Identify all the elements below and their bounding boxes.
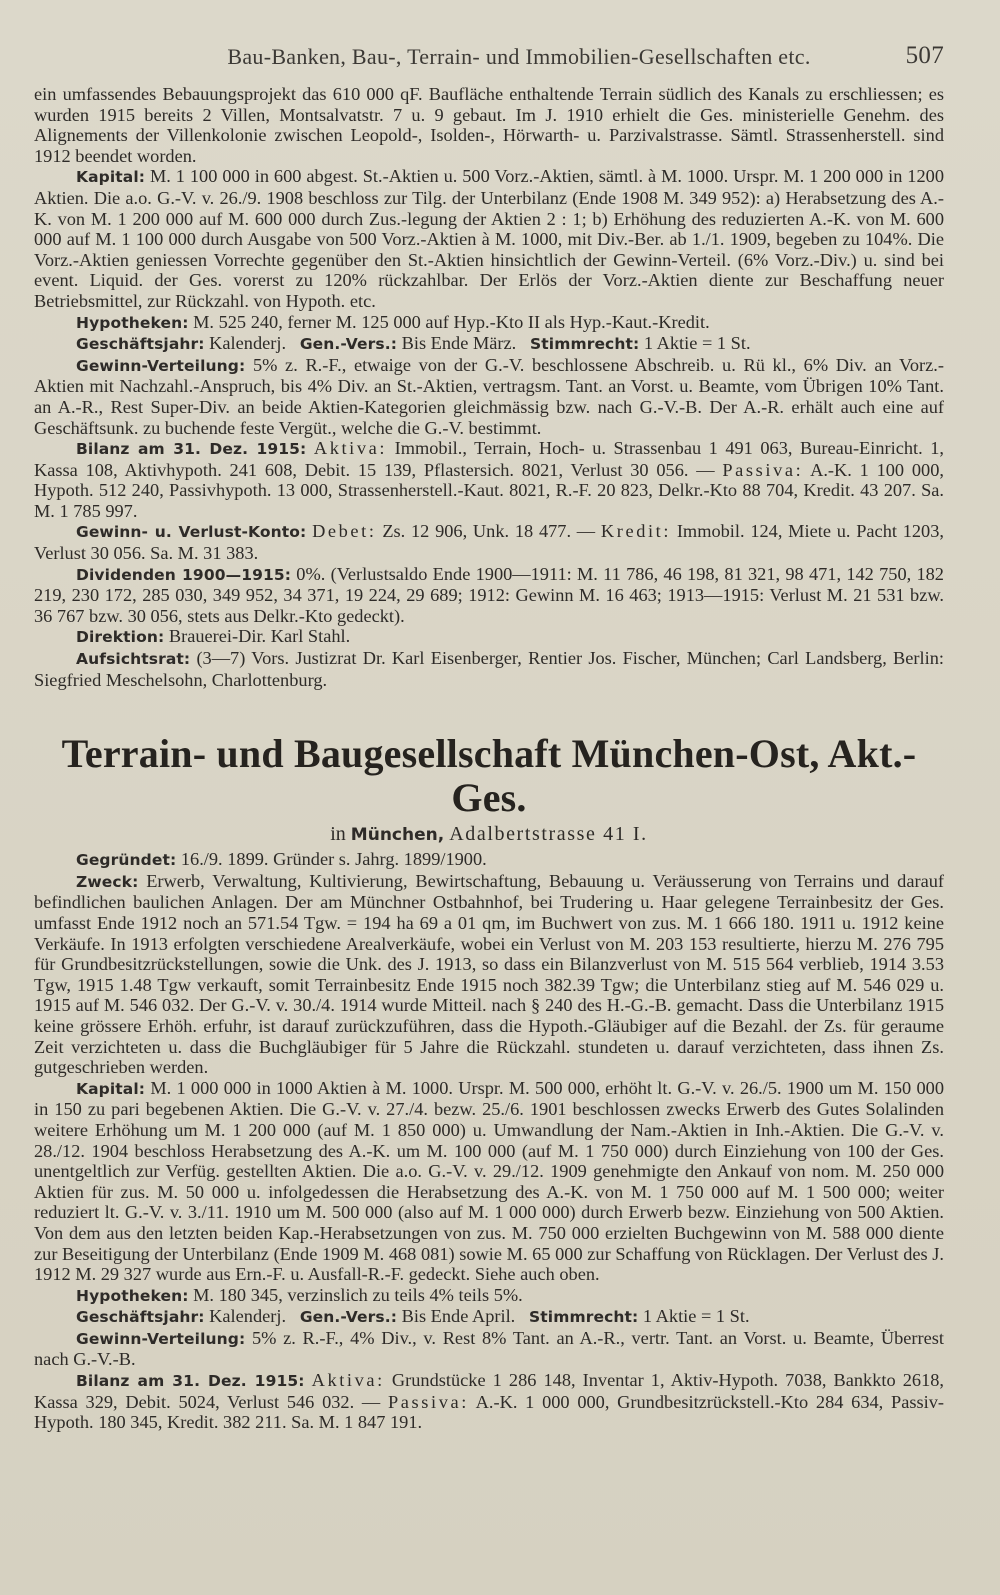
- direktion-label: Direktion:: [76, 628, 165, 647]
- gen-vers-text: Bis Ende April.: [401, 1306, 516, 1327]
- geschaeftsjahr-text: Kalenderj.: [209, 1306, 287, 1327]
- company-city: München,: [350, 825, 445, 846]
- gewinn-verteilung-text: 5% z. R.-F., etwaige von der G.-V. beschlossene Abschreib. u. Rü kl., 6% Div. an Vorz.-Aktien mit Nachzahl.-Anspruch, bis 4% Div. an St.-Aktien, vertragsm. Tant. an Vorst. u. Beamte, vom Übrigen 10% Tant. an A.-R., Rest Super-Div. an beide Aktien-Kategorien gleichmässig bzw. nach G.-V.-B. Der A.-R. erhält auch eine auf Geschäftsunk. zu buchende feste Vergüt., welche die G.-V. bestimmt.: [34, 354, 944, 438]
- paragraph-geschaeftsjahr-2: [34, 1306, 944, 1328]
- guv-label: Gewinn- u. Verlust-Konto:: [76, 523, 307, 542]
- paragraph-bilanz-2: [34, 1370, 944, 1433]
- paragraph-hypotheken-2: [34, 1285, 944, 1307]
- geschaeftsjahr-label: Geschäftsjahr:: [76, 1308, 205, 1327]
- stimmrecht-text: 1 Aktie = 1 St.: [642, 1306, 750, 1327]
- running-title: Bau-Banken, Bau-, Terrain- und Immobilien-Gesellschaften etc.: [227, 44, 811, 69]
- paragraph-gewinn-verlust: [34, 521, 944, 563]
- paragraph-direktion: [34, 626, 944, 648]
- kapital-label: Kapital:: [76, 168, 146, 187]
- hypotheken-text: M. 525 240, ferner M. 125 000 auf Hyp.-Kto II als Hyp.-Kaut.-Kredit.: [193, 311, 710, 332]
- gen-vers-label: Gen.-Vers.:: [299, 335, 398, 354]
- stimmrecht-label: Stimmrecht:: [529, 1308, 639, 1327]
- gewinn-verteilung-text: 5% z. R.-F., 4% Div., v. Rest 8% Tant. an A.-R., vertr. Tant. an Vorst. u. Beamte, Überrest nach G.-V.-B.: [34, 1327, 944, 1370]
- paragraph-hypotheken: [34, 312, 944, 334]
- bilanz-aktiva-label: Aktiva:: [311, 1370, 385, 1391]
- hypotheken-text: M. 180 345, verzinslich zu teils 4% teils 5%.: [193, 1284, 523, 1305]
- gen-vers-label: Gen.-Vers.:: [299, 1308, 398, 1327]
- zweck-text: Erwerb, Verwaltung, Kultivierung, Bewirtschaftung, Bebauung u. Veräusserung von Terrains und darauf befindlichen baulichen Anlagen. Der am Münchner Ostbahnhof, bei Trudering u. Haar gelegene Terrainbesitz der Ges. umfasst Ende 1912 noch an 571.54 Tgw. = 194 ha 69 a 01 qm, im Buchwert von zus. M. 1 666 180. 1911 u. 1912 keine Verkäufe. In 1913 erfolgten verschiedene Arealverkäufe, wobei ein Verlust von M. 203 153 resultierte, hierzu M. 276 795 für Grundbesitzrückstellungen, sowie die Unk. des J. 1913, so dass ein Bilanzverlust von M. 515 564 verblieb, 1914 3.53 Tgw, 1915 1.48 Tgw verkauft, somit Terrainbesitz Ende 1915 noch 382.39 Tgw; die Unterbilanz stieg auf M. 546 029 u. 1915 auf M. 546 032. Der G.-V. v. 30./4. 1914 wurde Mitteil. nach § 240 des H.-G.-B. gemacht. Dass die Unterbilanz 1915 keine grössere Erhöh. erfuhr, ist darauf zurückzuführen, dass die Hypoth.-Gläubiger auf die Bezahl. der Zs. für geraume Zeit verzichteten u. dass die Buchgläubiger für 5 Jahre die Rückzahl. stundeten u. darauf verzichteten, dass ihnen Zs. gutgeschrieben werden.: [34, 870, 944, 1078]
- bilanz-aktiva-text: Grundstücke 1 286 148, Inventar 1, Aktiv-Hypoth. 7038, Bankkto 2618, Kassa 329, Debit. 5024, Verlust 546 032. —: [34, 1370, 945, 1412]
- zweck-label: Zweck:: [76, 872, 139, 891]
- stimmrecht-text: 1 Aktie = 1 St.: [643, 333, 751, 354]
- bilanz-passiva-label: Passiva:: [722, 459, 804, 480]
- guv-debet-text: Zs. 12 906, Unk. 18 477. —: [382, 521, 596, 542]
- paragraph-bilanz: [34, 438, 944, 521]
- paragraph-geschaeftsjahr: [34, 333, 944, 355]
- paragraph-intro: [34, 84, 944, 166]
- dividenden-text: 0%. (Verlustsaldo Ende 1900—1911: M. 11 786, 46 198, 81 321, 98 471, 142 750, 182 219, 230 172, 285 030, 349 952, 34 371, 19 224, 29 689; 1912: Gewinn M. 16 463; 1913—1915: Verlust M. 21 531 bzw. 36 767 bzw. 30 056, stets aus Delkr.-Kto gedeckt).: [34, 563, 944, 626]
- paragraph-zweck: [34, 871, 944, 1078]
- company-in: in: [330, 823, 346, 846]
- intro-text: ein umfassendes Bebauungsprojekt das 610 000 qF. Baufläche enthaltende Terrain südlich des Kanals zu erschliessen; es wurden 1915 bereits 2 Villen, Montsalvatstr. 7 u. 9 gebaut. Im J. 1910 erhielt die Ges. ministerielle Genehm. des Alignements der Villenkolonie zwischen Leopold-, Isolden-, Hörwarth- u. Parzivalstrasse. Sämtl. Strassenherstell. sind 1912 beendet worden.: [34, 84, 944, 166]
- gewinn-verteilung-label: Gewinn-Verteilung:: [76, 356, 246, 375]
- paragraph-aufsichtsrat: [34, 648, 944, 690]
- gegruendet-text: 16./9. 1899. Gründer s. Jahrg. 1899/1900.: [180, 849, 487, 870]
- aufsichtsrat-label: Aufsichtsrat:: [76, 650, 191, 669]
- bilanz-aktiva-label: Aktiva:: [313, 438, 388, 459]
- dividenden-label: Dividenden 1900—1915:: [76, 565, 292, 584]
- entry-previous-company: [34, 84, 944, 690]
- paragraph-kapital: [34, 166, 944, 311]
- gegruendet-label: Gegründet:: [76, 851, 177, 870]
- aufsichtsrat-text: (3—7) Vors. Justizrat Dr. Karl Eisenberger, Rentier Jos. Fischer, München; Carl Landsberg, Berlin: Siegfried Meschelsohn, Charlottenburg.: [34, 648, 944, 690]
- entry-muenchen-ost: [34, 849, 944, 1433]
- company-heading: Terrain- und Baugesellschaft München-Ost, Akt.-Ges.: [61, 731, 917, 821]
- running-header: [34, 44, 944, 84]
- bilanz-passiva-text: A.-K. 1 000 000, Grundbesitzrückstell.-Kto 284 634, Passiv-Hypoth. 180 345, Kredit. 382 211. Sa. M. 1 847 191.: [34, 1391, 944, 1433]
- paragraph-gewinn-verteilung: [34, 355, 944, 438]
- direktion-text: Brauerei-Dir. Karl Stahl.: [168, 626, 351, 647]
- paragraph-kapital-2: [34, 1078, 944, 1285]
- gen-vers-text: Bis Ende März.: [401, 333, 517, 354]
- guv-debet-label: Debet:: [312, 521, 377, 542]
- gewinn-verteilung-label: Gewinn-Verteilung:: [76, 1329, 246, 1348]
- company-address: Adalbertstrasse 41 I.: [449, 823, 648, 846]
- bilanz-passiva-text: A.-K. 1 100 000, Hypoth. 512 240, Passivhypoth. 13 000, Strassenherstell.-Kaut. 8021, R.-F. 20 823, Delkr.-Kto 88 704, Kredit. 43 207. Sa. M. 1 785 997.: [34, 459, 944, 521]
- kapital-text: M. 1 100 000 in 600 abgest. St.-Aktien u. 500 Vorz.-Aktien, sämtl. à M. 1000. Urspr. M. 1 200 000 in 1200 Aktien. Die a.o. G.-V. v. 26./9. 1908 beschloss zur Tilg. der Unterbilanz (Ende 1908 M. 349 952): a) Herabsetzung des A.-K. von M. 1 200 000 auf M. 600 000 durch Zus.-legung der Aktien 2 : 1; b) Erhöhung des reduzierten A.-K. von M. 600 000 auf M. 1 100 000 durch Ausgabe von 500 Vorz.-Aktien à M. 1000, mit Div.-Ber. ab 1./1. 1909, begeben zu 104%. Die Vorz.-Aktien geniessen Vorrechte gegenüber den St.-Aktien hinsichtlich der Gewinn-Verteil. (6% Vorz.-Div.) u. sind bei event. Liquid. der Ges. vorerst zu 120% rückzahlbar. Der Erlös der Vorz.-Aktien diente zur Beschaffung neuer Betriebsmittel, zur Rückzahl. von Hypoth. etc.: [34, 166, 944, 311]
- company-location: [34, 822, 944, 847]
- page-number: 507: [905, 42, 944, 69]
- kapital-label: Kapital:: [76, 1079, 146, 1098]
- paragraph-gewinn-verteilung-2: [34, 1328, 944, 1370]
- paragraph-gegruendet: [34, 849, 944, 871]
- bilanz-label: Bilanz am 31. Dez. 1915:: [76, 440, 307, 459]
- geschaeftsjahr-label: Geschäftsjahr:: [76, 335, 205, 354]
- hypotheken-label: Hypotheken:: [76, 1286, 189, 1305]
- guv-kredit-text: Immobil. 124, Miete u. Pacht 1203, Verlust 30 056. Sa. M. 31 383.: [34, 521, 944, 564]
- hypotheken-label: Hypotheken:: [76, 313, 189, 332]
- kapital-text: M. 1 000 000 in 1000 Aktien à M. 1000. Urspr. M. 500 000, erhöht lt. G.-V. v. 26./5. 1900 um M. 150 000 in 150 zu pari begebenen Aktien. Die G.-V. v. 27./4. bezw. 25./6. 1901 beschlossen zwecks Erwerb des Gutes Solalinden weitere Erhöhung um M. 1 200 000 (auf M. 1 850 000) u. Umwandlung der Nam.-Aktien in Inh.-Aktien. Die G.-V. v. 28./12. 1904 beschloss Herabsetzung des A.-K. um M. 100 000 (auf M. 1 750 000) durch Einziehung von 100 der Ges. unentgeltlich zur Verfüg. gestellten Aktien. Die a.o. G.-V. v. 29./12. 1909 genehmigte den Ankauf von nom. M. 250 000 Aktien für zus. M. 50 000 u. infolgedessen die Herabsetzung des A.-K. von M. 1 750 000 auf M. 1 500 000; weiter reduziert lt. G.-V. v. 3./11. 1910 um M. 500 000 (also auf M. 1 000 000) durch Erwerb bezw. Einziehung von 500 Aktien. Von dem aus den letzten beiden Kap.-Herabsetzungen von zus. M. 750 000 erzielten Buchgewinn von M. 588 000 diente zur Beseitigung der Unterbilanz (Ende 1909 M. 468 081) sowie M. 65 000 zur Schaffung von Rücklagen. Der Verlust des J. 1912 M. 29 327 wurde aus Ern.-F. u. Ausfall-R.-F. gedeckt. Siehe auch oben.: [34, 1077, 944, 1285]
- guv-kredit-label: Kredit:: [600, 521, 672, 542]
- bilanz-passiva-label: Passiva:: [387, 1391, 469, 1412]
- stimmrecht-label: Stimmrecht:: [530, 335, 640, 354]
- bilanz-label: Bilanz am 31. Dez. 1915:: [76, 1372, 305, 1391]
- bilanz-aktiva-text: Immobil., Terrain, Hoch- u. Strassenbau 1 491 063, Bureau-Einricht. 1, Kassa 108, Aktivhypoth. 241 608, Debit. 15 139, Pflastersich. 8021, Verlust 30 056. —: [34, 438, 944, 480]
- geschaeftsjahr-text: Kalenderj.: [209, 333, 287, 354]
- paragraph-dividenden: [34, 564, 944, 627]
